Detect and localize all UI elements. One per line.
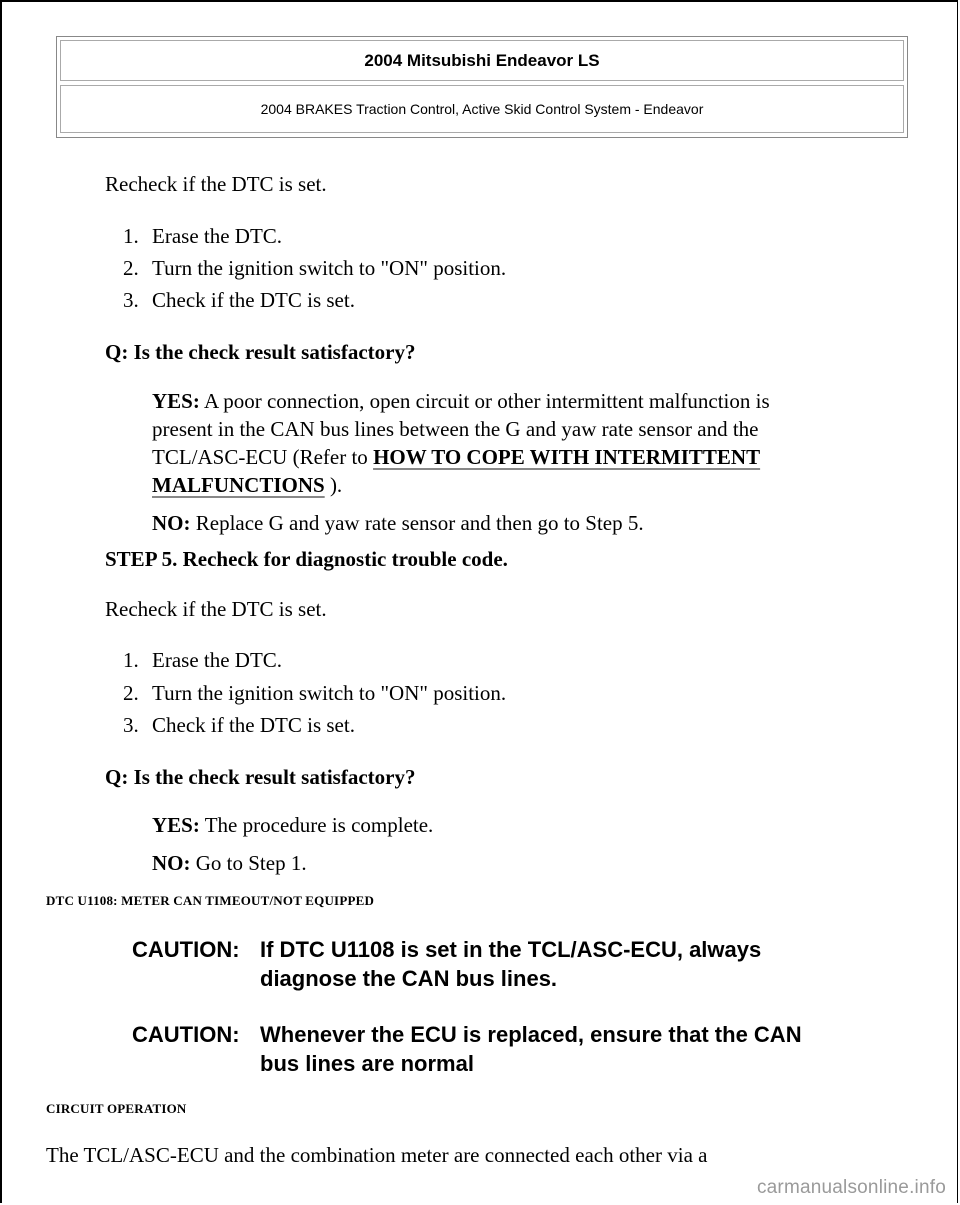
question: Q: Is the check result satisfactory? <box>105 340 416 364</box>
question: Q: Is the check result satisfactory? <box>105 765 416 789</box>
list-number: 2. <box>123 256 139 280</box>
list-item: Check if the DTC is set. <box>152 288 355 312</box>
list-number: 3. <box>123 713 139 737</box>
recheck-intro: Recheck if the DTC is set. <box>105 597 327 621</box>
watermark: carmanualsonline.info <box>756 1177 946 1198</box>
document-header <box>56 36 908 138</box>
no-answer <box>152 511 644 536</box>
circuit-heading: CIRCUIT OPERATION <box>46 1101 187 1116</box>
caution-label: CAUTION: <box>132 1022 240 1047</box>
list-item: Check if the DTC is set. <box>152 713 355 737</box>
yes-answer <box>152 813 433 838</box>
caution-text: Whenever the ECU is replaced, ensure that the CAN <box>260 1022 802 1047</box>
caution-text: If DTC U1108 is set in the TCL/ASC-ECU, always <box>260 937 762 962</box>
yes-text-line <box>152 473 342 498</box>
no-label: NO: <box>152 851 191 875</box>
yes-answer <box>152 389 770 414</box>
step5-heading: STEP 5. Recheck for diagnostic trouble code. <box>105 547 508 571</box>
yes-text: A poor connection, open circuit or other intermittent malfunction is <box>203 389 770 413</box>
caution-text: bus lines are normal <box>260 1051 474 1076</box>
intermittent-malfunctions-link-cont[interactable]: MALFUNCTIONS <box>152 473 325 497</box>
caution-label: CAUTION: <box>132 937 240 962</box>
no-text: Replace G and yaw rate sensor and then go to Step 5. <box>195 511 644 535</box>
list-number: 2. <box>123 681 139 705</box>
refer-text: TCL/ASC-ECU (Refer to <box>152 445 374 469</box>
yes-text: The procedure is complete. <box>204 813 434 837</box>
list-item: Erase the DTC. <box>152 648 283 672</box>
no-label: NO: <box>152 511 191 535</box>
list-number: 1. <box>123 224 139 248</box>
yes-label: YES: <box>152 389 200 413</box>
caution-text: diagnose the CAN bus lines. <box>260 966 558 991</box>
list-item: Erase the DTC. <box>152 224 283 248</box>
list-number: 3. <box>123 288 139 312</box>
document-subtitle: 2004 BRAKES Traction Control, Active Skid Control System - Endeavor <box>60 85 904 133</box>
list-item: Turn the ignition switch to "ON" position. <box>152 681 507 705</box>
intermittent-malfunctions-link[interactable]: HOW TO COPE WITH INTERMITTENT <box>373 445 761 469</box>
document-title: 2004 Mitsubishi Endeavor LS <box>60 40 904 81</box>
dtc-heading: DTC U1108: METER CAN TIMEOUT/NOT EQUIPPED <box>46 893 375 908</box>
yes-text-line: present in the CAN bus lines between the G and yaw rate sensor and the <box>152 417 759 441</box>
circuit-text: The TCL/ASC-ECU and the combination meter are connected each other via a <box>46 1143 708 1167</box>
no-answer <box>152 851 307 876</box>
list-item: Turn the ignition switch to "ON" position. <box>152 256 507 280</box>
no-text: Go to Step 1. <box>195 851 307 875</box>
yes-text-line <box>152 445 760 470</box>
refer-close: ). <box>324 473 343 497</box>
recheck-intro: Recheck if the DTC is set. <box>105 172 327 196</box>
yes-label: YES: <box>152 813 200 837</box>
list-number: 1. <box>123 648 139 672</box>
